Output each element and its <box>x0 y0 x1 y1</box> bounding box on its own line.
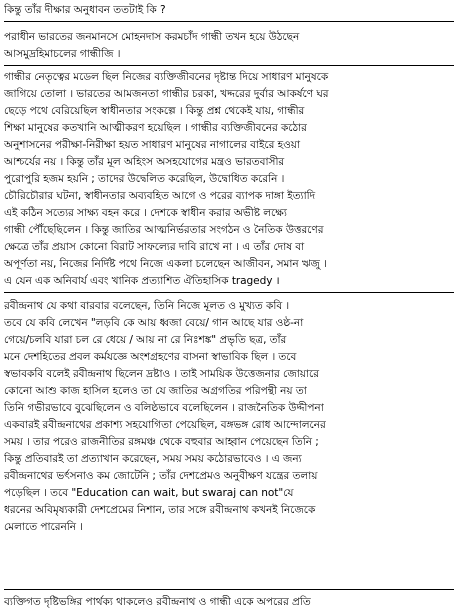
paragraph-3-line-13: ধরনের অবিমৃষ্যকারী দেশপ্রেমের নিশান, তার সঙ্গে রবীন্দ্রনাথ কখনই নিজেকে <box>4 504 316 516</box>
paragraph-2-line-9: এই কঠিন সত্যের সাক্ষ্য বহন করে । দেশকে স্বাধীন করার অভীষ্ট লক্ষ্যে <box>4 207 287 219</box>
paragraph-2-line-7: পুরোপুরি হজম হয়নি ; তাদের উদ্বেলিত করেছিল, উদ্বোধিত করেনি । <box>4 173 285 185</box>
divider-rule <box>4 65 454 66</box>
paragraph-3-line-14: মেলাতে পারেননি । <box>4 521 83 533</box>
paragraph-3-line-10: কিন্তু প্রতিবারই তা প্রত্যাখান করেছেন, সময় সময় কঠোরভাবেও । এ জন্য <box>4 453 302 465</box>
paragraph-2-line-8: চৌরিচৌরার ঘটনা, স্বাধীনতার অব্যবহিত আগে ও পরের ব্যাপক দাঙ্গা ইত্যাদি <box>4 190 316 202</box>
paragraph-2-line-11: ক্ষেত্রে তাঁর প্রয়াস কোনো বিরাট সাফল্যের দাবি রাখে না । এ তাঁর দোষ বা <box>4 241 305 253</box>
paragraph-2-line-3: ছেড়ে পথে বেরিয়েছিল স্বাধীনতার সংকল্পে । কিন্তু প্রশ্ন থেকেই যায়, গান্ধীর <box>4 105 305 117</box>
paragraph-3-line-2: তবে যে কবি লেখেন "লড়বি কে আয় ধ্বজা বেয়ে/ গান আছে যার ওষ্ঠ-না <box>4 317 304 329</box>
divider-rule <box>4 589 454 590</box>
paragraph-3-line-9: সময় । তার পরেও রাজনীতির রঙ্গমঞ্চ থেকে বহুবার আহ্বান পেয়েছেন তিনি ; <box>4 436 319 448</box>
paragraph-2-line-10: গান্ধী পৌঁছেছিলেন । কিন্তু জাতির আত্মনির্ভরতার সংগঠন ও নৈতিক উত্তরণের <box>4 224 324 236</box>
opening-line: কিন্তু তাঁর দীক্ষার অনুধাবন ততটাই কি ? <box>4 4 166 16</box>
paragraph-2-line-1: গান্ধীর নেতৃত্বের মডেল ছিল নিজের ব্যক্তিজীবনের দৃষ্টান্ত দিয়ে সাধারণ মানুষকে <box>4 71 329 83</box>
paragraph-3-line-8: একবারই রবীন্দ্রনাথের প্রকাশ্য সহযোগিতা পেয়েছিল, বঙ্গভঙ্গ রোধ আন্দোলনের <box>4 419 326 431</box>
paragraph-1-line-2: আসমুদ্রহিমাচলের গান্ধীজি । <box>4 48 121 60</box>
paragraph-3-line-5: স্বভাবকবি বলেই রবীন্দ্রনাথ ছিলেন দ্রষ্টাও । তাই সাময়িক উত্তেজনার জোয়ারে <box>4 368 319 380</box>
paragraph-3-line-6: কোনো আশু কাজ হাসিল হলেও তা যে জাতির অগ্রগতির পরিপন্থী নয় তা <box>4 385 307 397</box>
paragraph-3-line-1: রবীন্দ্রনাথ যে কথা বারবার বলেছেন, তিনি নিজে মূলত ও মুখ্যত কবি । <box>4 300 290 312</box>
paragraph-2-line-2: জাগিয়ে তোলা । ভারতের আমজনতা গান্ধীর চরকা, খদ্দরের দুর্বার আকর্ষণে ঘর <box>4 88 329 100</box>
paragraph-3-line-7: তিনি গভীরভাবে বুঝেছিলেন ও বলিষ্ঠভাবে বলেছিলেন । রাজনৈতিক উদ্দীপনা <box>4 402 324 414</box>
paragraph-2-line-13: এ যেন এক অনিবার্য এবং খানিক প্রত্যাশিত ঐতিহাসিক tragedy । <box>4 275 280 287</box>
paragraph-3-line-3: গেয়ে/চলবি যারা চল রে ধেয়ে / আয় না রে নিঃশঙ্ক" প্রভৃতি ছত্র, তাঁর <box>4 334 287 346</box>
paragraph-2-line-12: অপূর্ণতা নয়, নিজের নির্দিষ্ট পথে নিজে একলা চলেছেন আজীবন, সমান ঋজু । <box>4 258 327 270</box>
paragraph-2-line-5: অনুশাসনের পরীক্ষা-নিরীক্ষা হয়ত সাধারণ মানুষের নাগালের বাইরে হওয়া <box>4 139 301 151</box>
paragraph-2-line-4: শিক্ষা মানুষের কতখানি আত্মীকরণ হয়েছিল । গান্ধীর ব্যক্তিজীবনের কঠোর <box>4 122 307 134</box>
document-page <box>4 0 454 615</box>
paragraph-2-line-6: আশ্চর্যের নয় । কিন্তু তাঁর মূল অহিংস অসহযোগের মন্ত্রও ভারতবাসীর <box>4 156 285 168</box>
paragraph-3-line-4: মনে দেশহিতের প্রবল কর্মযজ্ঞে অংশগ্রহণের বাসনা স্বাভাবিক ছিল । তবে <box>4 351 297 363</box>
paragraph-1-line-1: পরাধীন ভারতের জনমানসে মোহনদাস করমচাঁদ গান্ধী তখন হয়ে উঠছেন <box>4 31 300 43</box>
paragraph-3-line-11: রবীন্দ্রনাথের ভর্ৎসনাও কম জোটেনি ; তাঁর দেশপ্রেমও অনুবীক্ষণ যন্ত্রের তলায় <box>4 470 318 482</box>
divider-rule <box>4 292 454 293</box>
paragraph-3-line-12: পড়েছিল । তবে "Education can wait, but swaraj can not"যে <box>4 487 294 499</box>
paragraph-4-line-1: ব্যক্তিগত দৃষ্টিভঙ্গির পার্থক্য থাকলেও রবীন্দ্রনাথ ও গান্ধী একে অপরের প্রতি <box>4 596 311 608</box>
divider-rule <box>4 21 454 22</box>
